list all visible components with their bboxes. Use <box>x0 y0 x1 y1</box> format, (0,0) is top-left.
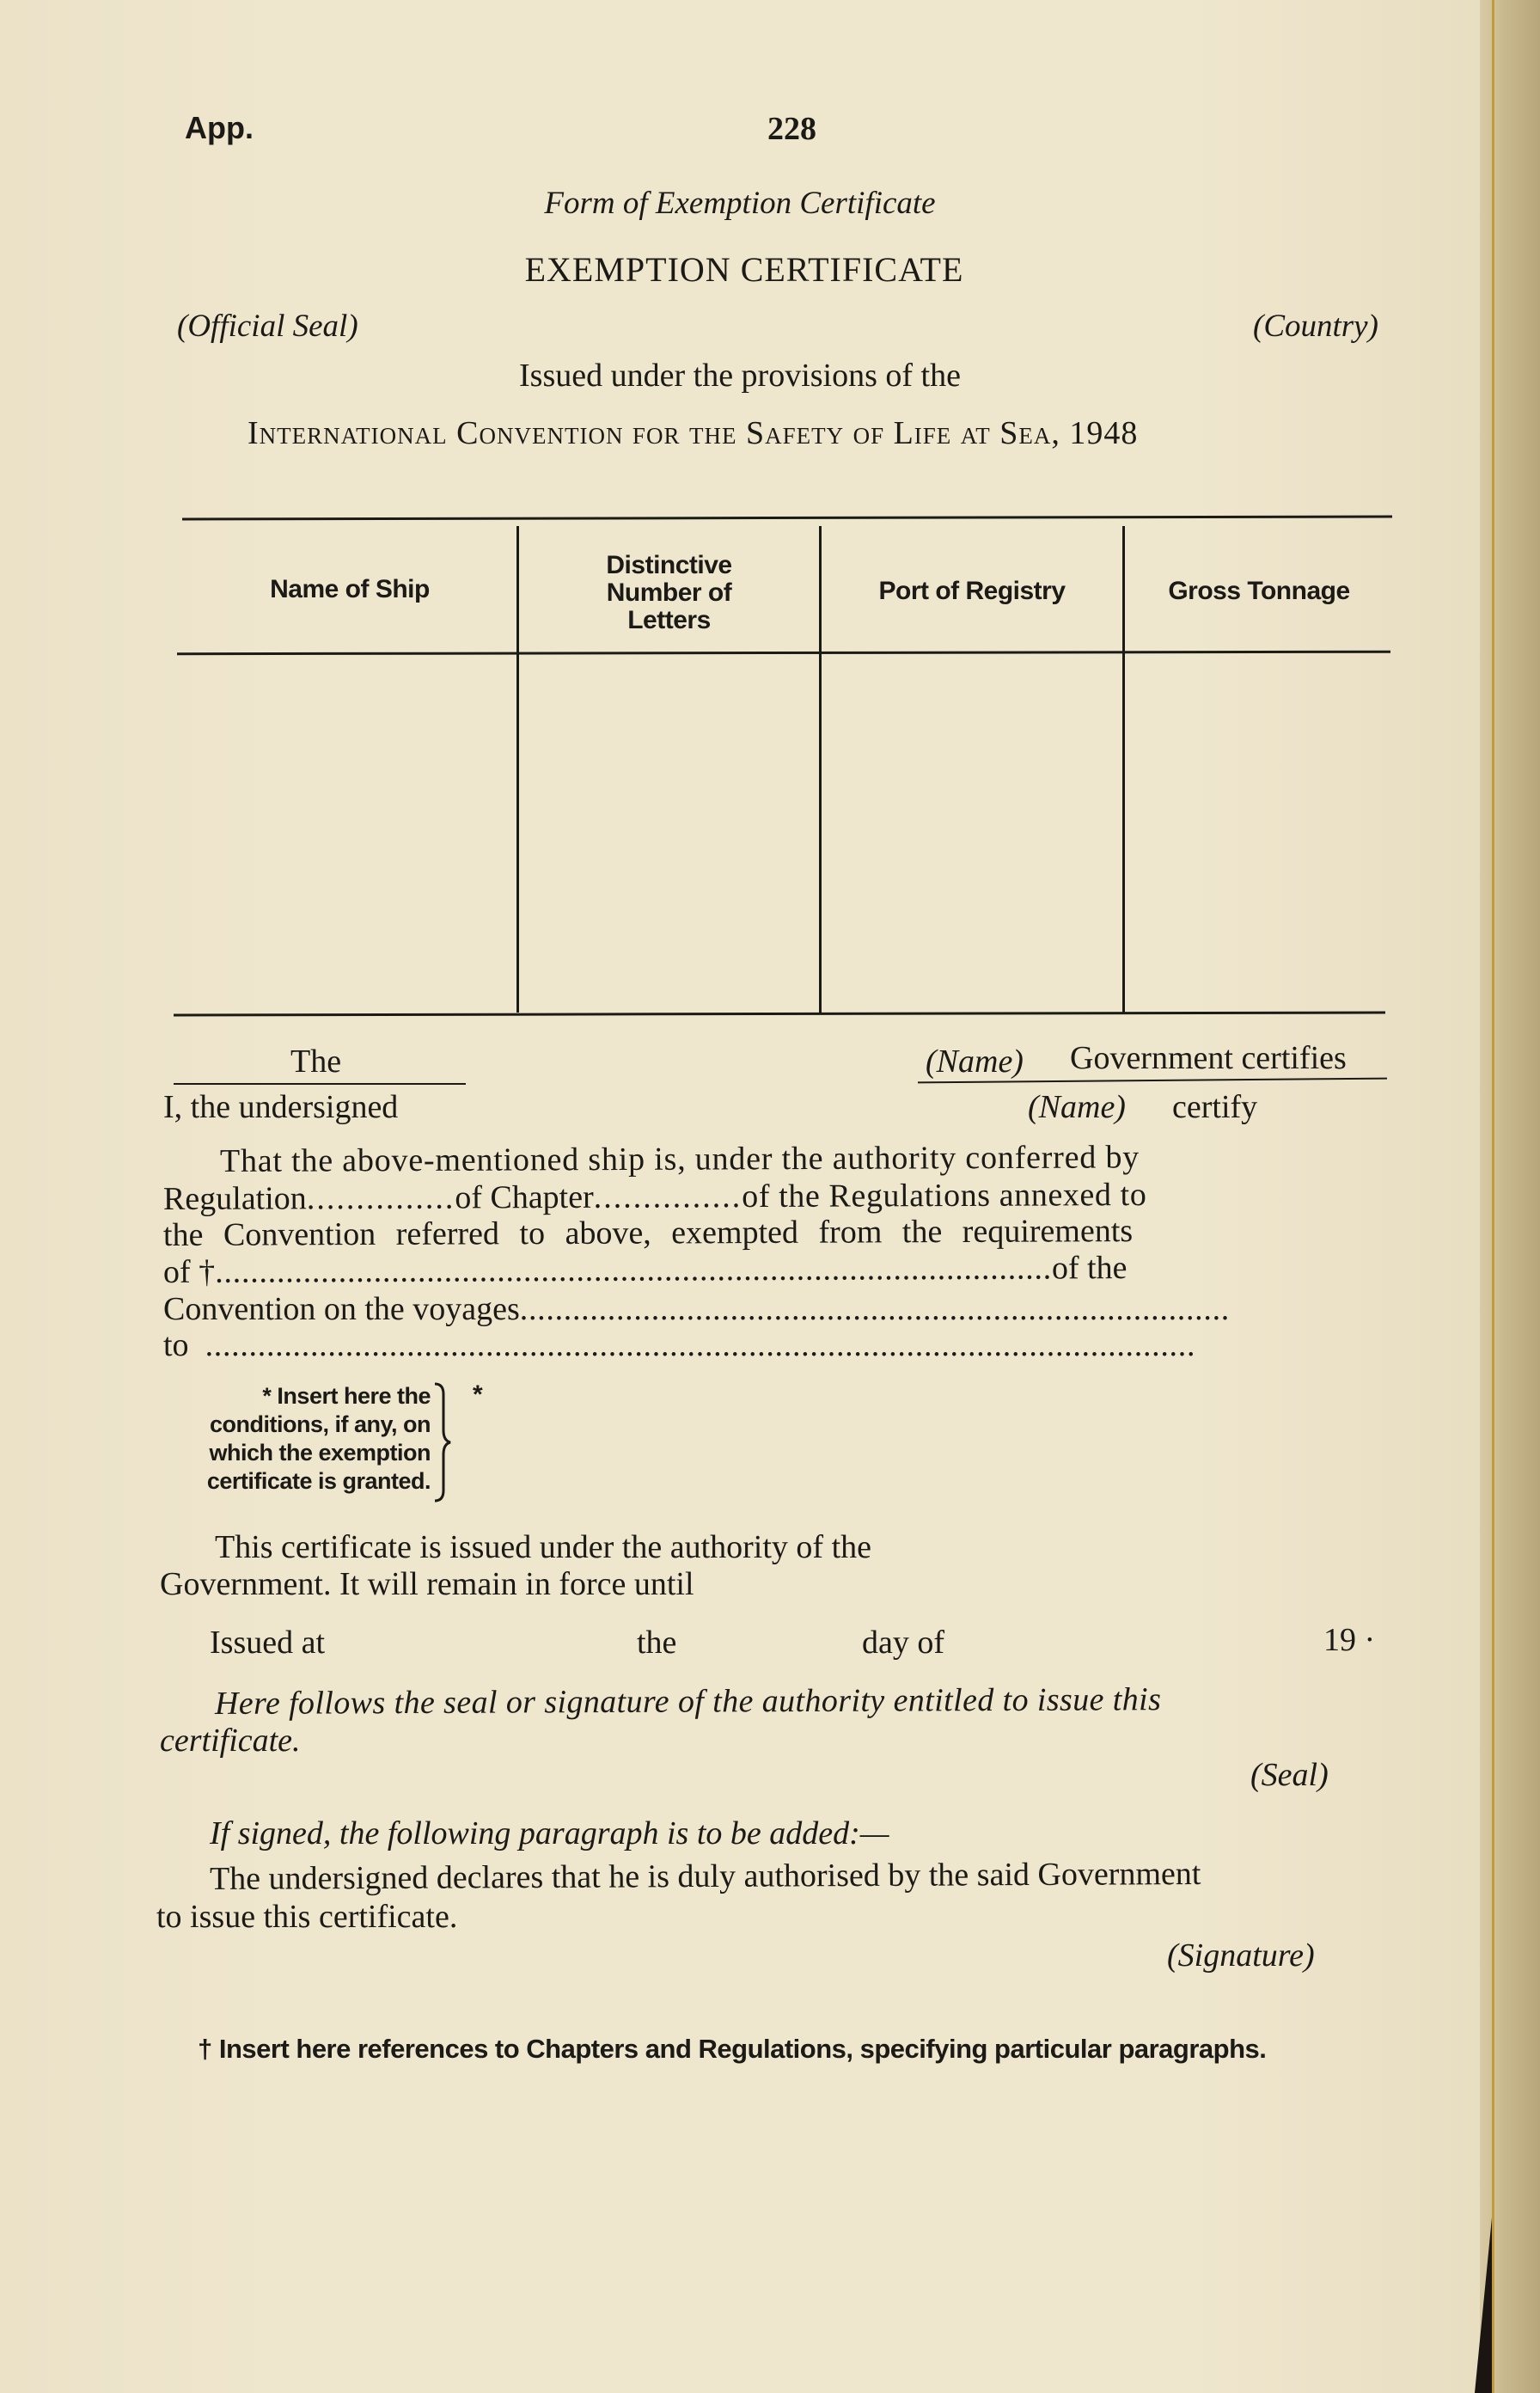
form-title: Form of Exemption Certificate <box>544 186 936 221</box>
convention-title: International Convention for the Safety of Life at Sea, 1948 <box>248 415 1139 451</box>
column-header-distinctive-number: Distinctive Number of Letters <box>606 551 732 634</box>
page-number: 228 <box>767 111 816 147</box>
alt-certify: certify <box>1172 1089 1258 1125</box>
issued-at-label: Issued at <box>210 1625 326 1661</box>
appendix-label: App. <box>185 110 254 145</box>
paragraph-line-4: of †...............................................................................................of the <box>162 1250 1128 1290</box>
authority-line-2: Government. It will remain in force until <box>160 1566 694 1602</box>
paragraph-line-6: to ................................................................................................................. <box>163 1327 1196 1363</box>
authority-line-1: This certificate is issued under the authority of the <box>215 1529 871 1565</box>
page-edge-line <box>1492 0 1494 2393</box>
seal-label: (Seal) <box>1250 1757 1329 1793</box>
paragraph-line-2: Regulation...............of Chapter...............of the Regulations annexed to <box>162 1177 1147 1217</box>
signed-line-1: The undersigned declares that he is duly authorised by the said Government <box>209 1855 1201 1897</box>
footnote: † Insert here references to Chapters and Regulations, specifying particular paragraphs. <box>198 2034 1267 2064</box>
official-seal-label: (Official Seal) <box>177 309 358 344</box>
side-note-brace <box>431 1382 452 1503</box>
column-header-port-of-registry: Port of Registry <box>878 577 1066 605</box>
alt-name-top: (Name) <box>926 1043 1024 1080</box>
seal-note-line-2: certificate. <box>160 1723 301 1759</box>
certificate-title: EXEMPTION CERTIFICATE <box>524 250 964 289</box>
signature-label: (Signature) <box>1167 1937 1315 1974</box>
conditions-side-note: * Insert here the conditions, if any, on which the exemption certificate is granted. <box>206 1383 431 1494</box>
paragraph-line-3: the Convention referred to above, exempted from the requirements <box>162 1213 1134 1253</box>
column-header-gross-tonnage: Gross Tonnage <box>1168 577 1350 605</box>
signed-line-2: to issue this certificate. <box>156 1899 458 1935</box>
conditions-placeholder-asterisk: * <box>473 1380 483 1409</box>
country-label: (Country) <box>1253 309 1378 344</box>
seal-note-line-1: Here follows the seal or signature of the authority entitled to issue this <box>214 1681 1162 1722</box>
page-corner-shadow <box>1475 2218 1492 2393</box>
column-header-name-of-ship: Name of Ship <box>270 575 430 603</box>
page-edge <box>1480 0 1540 2393</box>
issued-day-of-label: day of <box>862 1625 945 1661</box>
signed-intro: If signed, the following paragraph is to be added:— <box>210 1815 889 1851</box>
alt-name-bottom: (Name) <box>1028 1089 1126 1125</box>
paragraph-line-5: Convention on the voyages................................................................................. <box>163 1291 1230 1327</box>
paragraph-line-1: That the above-mentioned ship is, under the authority conferred by <box>219 1139 1140 1179</box>
alt-i-the-undersigned: I, the undersigned <box>163 1089 399 1125</box>
alt-the: The <box>290 1043 342 1080</box>
issued-year-label: 19 · <box>1323 1622 1376 1658</box>
issued-under-text: Issued under the provisions of the <box>519 358 961 394</box>
alt-government-certifies: Government certifies <box>1070 1040 1347 1076</box>
alt-divider-left <box>174 1083 466 1085</box>
issued-the-label: the <box>637 1625 677 1661</box>
